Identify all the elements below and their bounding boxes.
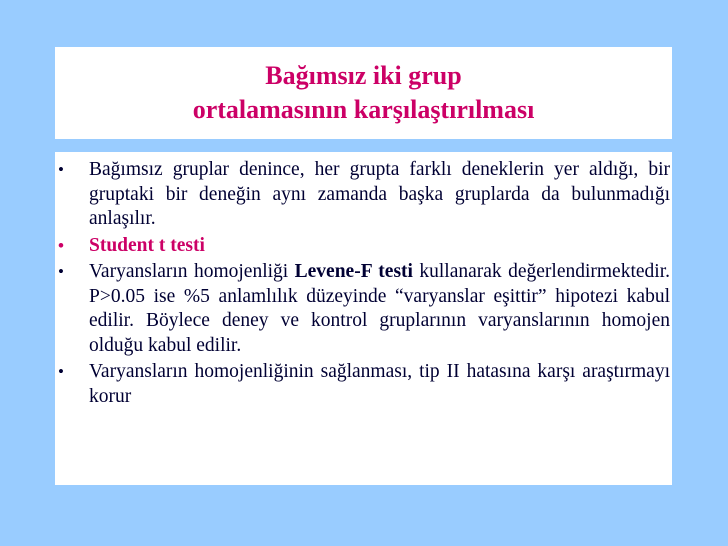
bullet-marker: • <box>58 235 64 255</box>
slide-title-box <box>55 47 672 139</box>
bullet-marker: • <box>58 362 64 381</box>
bullet-item <box>55 158 672 232</box>
slide-title-line1: Bağımsız iki grup <box>265 61 462 90</box>
bullet-text-bold: Levene-F testi <box>294 261 413 282</box>
bullet-text: Bağımsız gruplar denince, her grupta farklı deneklerin yer aldığı, bir gruptaki bir deneğin aynı zamanda başka gruplarda da bulunmadığı anlaşılır. <box>89 159 670 229</box>
bullet-item <box>55 260 672 358</box>
bullet-item <box>55 234 672 259</box>
bullet-text-highlight: Student t testi <box>89 234 205 256</box>
bullet-marker: • <box>58 160 64 179</box>
slide-title-line2: ortalamasının karşılaştırılması <box>192 95 535 124</box>
bullet-item <box>55 360 672 409</box>
bullet-text: kullanarak değerlendirmektedir. P>0.05 ise %5 anlamlılık düzeyinde “varyanslar eşittir” hipotezi kabul edilir. Böylece deney ve kontrol gruplarının varyanslarının homojen olduğu kabul edilir. <box>89 261 670 356</box>
content-box <box>55 152 672 485</box>
bullet-marker: • <box>58 262 64 281</box>
bullet-text: Varyansların homojenliği <box>89 261 295 282</box>
bullet-text: Varyansların homojenliğinin sağlanması, tip II hatasına karşı araştırmayı korur <box>89 361 670 407</box>
bullet-list <box>55 158 672 411</box>
